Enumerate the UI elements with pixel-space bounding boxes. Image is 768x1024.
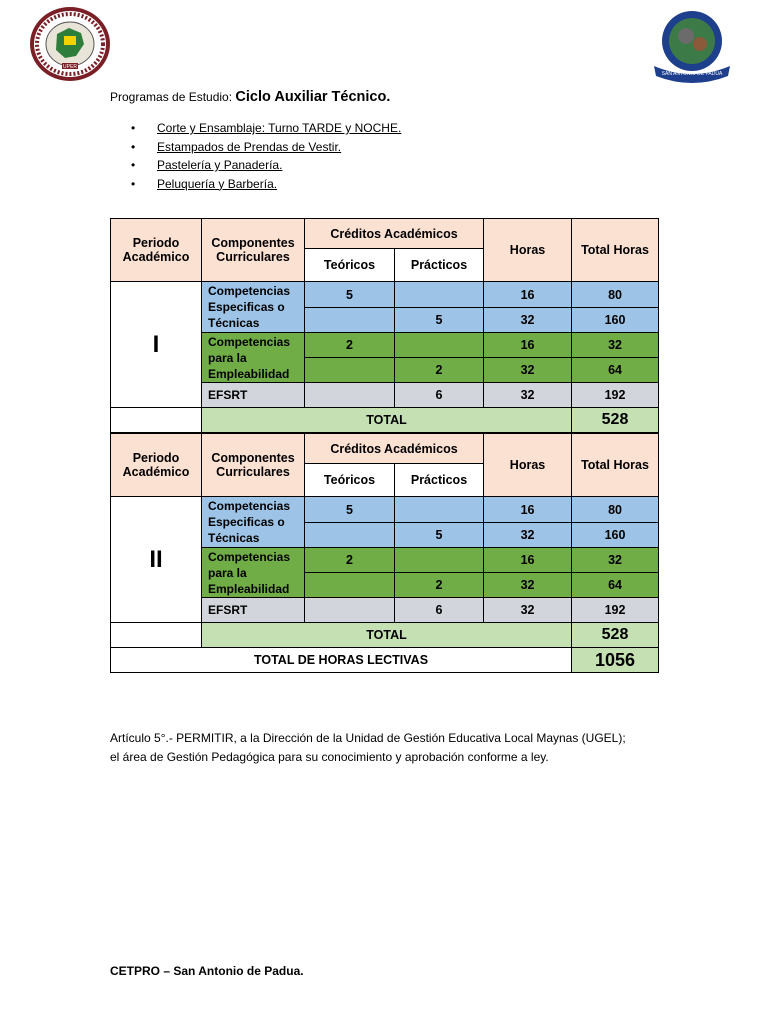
article-line-2: el área de Gestión Pedagógica para su conocimiento y aprobación conforme a ley. <box>110 749 549 764</box>
header-creditos: Créditos Académicos <box>305 434 484 464</box>
header-teoricos: Teóricos <box>305 249 395 282</box>
table-cell: 80 <box>572 497 659 523</box>
table-cell: 2 <box>395 573 484 598</box>
table-cell: 6 <box>395 598 484 623</box>
comp-efsrt: EFSRT <box>202 383 305 408</box>
cetpro-logo <box>650 8 734 86</box>
table-cell <box>305 308 395 333</box>
table-cell <box>395 548 484 573</box>
header-horas: Horas <box>484 219 572 282</box>
programs-heading <box>110 89 390 105</box>
programs-label: Programas de Estudio: <box>110 90 236 104</box>
table-cell: 16 <box>484 497 572 523</box>
list-item: • Peluquería y Barbería. <box>131 176 278 191</box>
table-cell: 5 <box>395 308 484 333</box>
list-item: • Estampados de Prendas de Vestir. <box>131 139 342 154</box>
comp-efsrt: EFSRT <box>202 598 305 623</box>
table-cell: 32 <box>484 523 572 548</box>
table-cell: 32 <box>484 573 572 598</box>
table-cell <box>305 358 395 383</box>
table-cell: 192 <box>572 598 659 623</box>
bullet-icon: • <box>131 121 136 135</box>
header-horas: Horas <box>484 434 572 497</box>
comp-especificas: Competencias Especificas o Técnicas <box>202 497 305 548</box>
list-item: • Pastelería y Panadería. <box>131 158 283 172</box>
table-cell <box>305 598 395 623</box>
credits-table-period-1 <box>110 218 659 433</box>
header-periodo: Periodo Académico <box>111 434 202 497</box>
footer-signature: CETPRO – San Antonio de Padua. <box>110 964 304 978</box>
table-cell: 192 <box>572 383 659 408</box>
period-roman: II <box>111 497 202 623</box>
period-roman: I <box>111 282 202 408</box>
total-value: 528 <box>572 623 659 648</box>
header-periodo: Periodo Académico <box>111 219 202 282</box>
table-cell: 32 <box>484 598 572 623</box>
grand-total-value: 1056 <box>572 648 659 673</box>
credits-table-period-2 <box>110 433 659 673</box>
table-cell: 160 <box>572 308 659 333</box>
article-paragraph <box>110 729 670 766</box>
table-cell: 2 <box>305 333 395 358</box>
table-cell: 80 <box>572 282 659 308</box>
total-label: TOTAL <box>202 623 572 648</box>
table-cell: 32 <box>484 383 572 408</box>
list-item: • Corte y Ensamblaje: Turno TARDE y NOCHE. <box>131 121 402 135</box>
table-cell <box>395 282 484 308</box>
table-cell: 5 <box>305 282 395 308</box>
table-cell: 32 <box>484 358 572 383</box>
total-value: 528 <box>572 408 659 433</box>
header-componentes: Componentes Curriculares <box>202 219 305 282</box>
svg-text:UPER: UPER <box>63 64 77 70</box>
bullet-icon: • <box>131 176 136 191</box>
table-cell: 160 <box>572 523 659 548</box>
course-list <box>131 119 401 193</box>
comp-empleabilidad: Competencias para la Empleabilidad <box>202 333 305 383</box>
table-cell: 5 <box>305 497 395 523</box>
table-cell: 32 <box>484 308 572 333</box>
comp-empleabilidad: Competencias para la Empleabilidad <box>202 548 305 598</box>
table-cell <box>305 523 395 548</box>
table-cell <box>395 497 484 523</box>
comp-especificas: Competencias Especificas o Técnicas <box>202 282 305 333</box>
total-label: TOTAL <box>202 408 572 433</box>
table-cell <box>305 383 395 408</box>
table-cell: 6 <box>395 383 484 408</box>
table-cell: 5 <box>395 523 484 548</box>
table-cell <box>305 573 395 598</box>
header-total-horas: Total Horas <box>572 434 659 497</box>
programs-title: Ciclo Auxiliar Técnico. <box>235 89 391 105</box>
svg-text:SAN ANTONIO DE PADUA: SAN ANTONIO DE PADUA <box>661 71 723 77</box>
header-creditos: Créditos Académicos <box>305 219 484 249</box>
table-cell: 16 <box>484 333 572 358</box>
header-componentes: Componentes Curriculares <box>202 434 305 497</box>
table-cell: 64 <box>572 358 659 383</box>
table-cell: 32 <box>572 333 659 358</box>
spacer-cell <box>111 408 202 433</box>
table-cell: 16 <box>484 282 572 308</box>
article-line-1: Artículo 5°.- PERMITIR, a la Dirección de la Unidad de Gestión Educativa Local Maynas (UGEL); <box>110 731 626 745</box>
table-cell: 64 <box>572 573 659 598</box>
bullet-icon: • <box>131 139 136 154</box>
table-cell: 32 <box>572 548 659 573</box>
table-cell <box>395 333 484 358</box>
table-cell: 16 <box>484 548 572 573</box>
bullet-icon: • <box>131 158 136 172</box>
grand-total-label: TOTAL DE HORAS LECTIVAS <box>111 648 572 673</box>
ugel-logo <box>29 6 111 82</box>
spacer-cell <box>111 623 202 648</box>
table-cell: 2 <box>395 358 484 383</box>
table-cell: 2 <box>305 548 395 573</box>
header-teoricos: Teóricos <box>305 464 395 497</box>
header-practicos: Prácticos <box>395 249 484 282</box>
header-total-horas: Total Horas <box>572 219 659 282</box>
header-practicos: Prácticos <box>395 464 484 497</box>
